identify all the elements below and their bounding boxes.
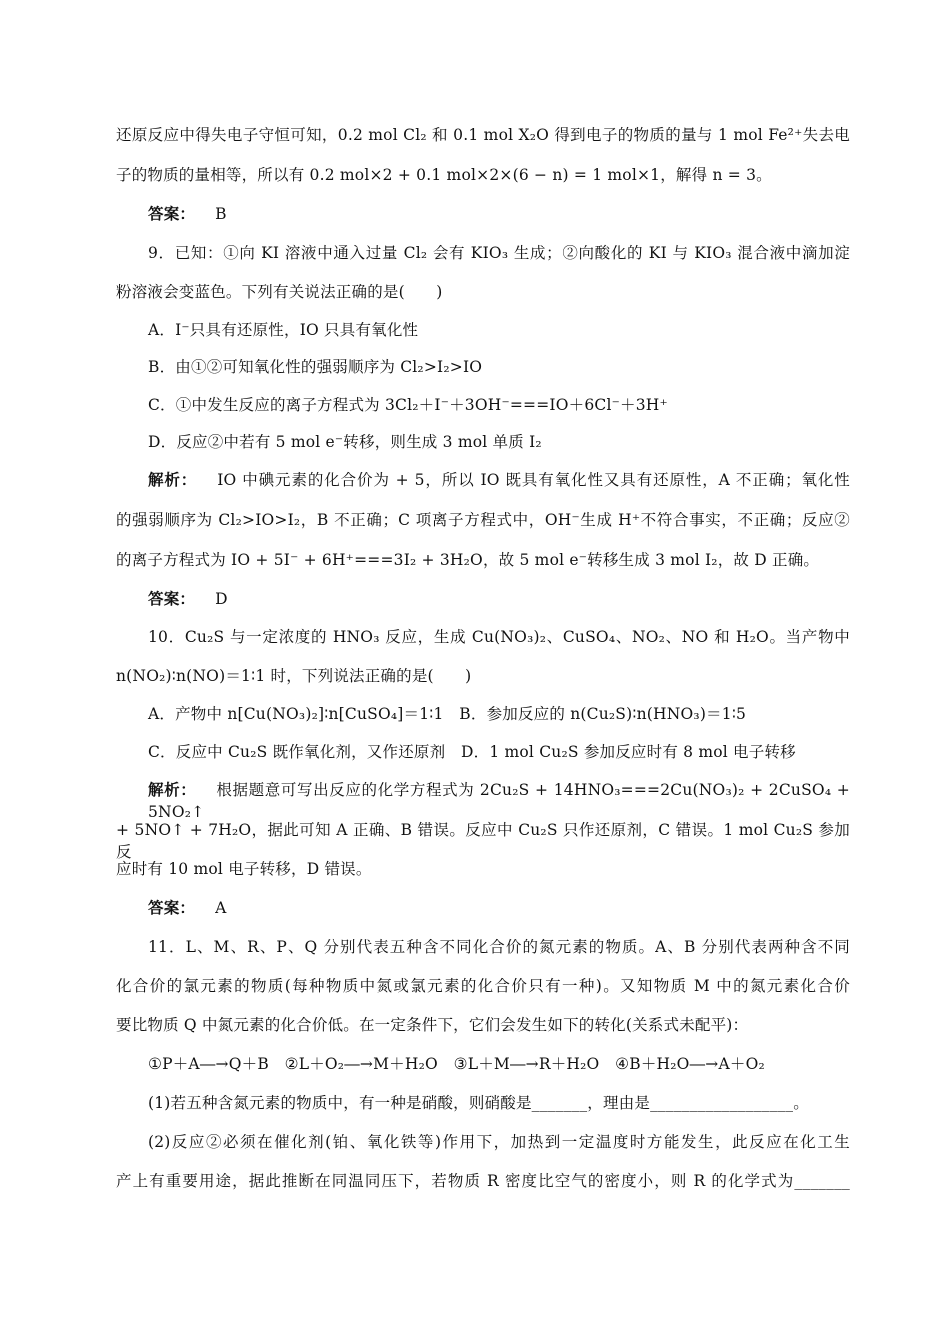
answer-line — [148, 203, 850, 225]
text-line: 粉溶液会变蓝色。下列有关说法正确的是( ) — [116, 283, 443, 301]
answer-value: A — [215, 899, 227, 917]
text-line: 的强弱顺序为 Cl₂>IO>I₂，B 不正确；C 项离子方程式中，OH⁻生成 H⁺不符合事实，不正确；反应② — [116, 511, 850, 529]
text-line: 应时有 10 mol 电子转移，D 错误。 — [116, 860, 372, 878]
option-c: C．①中发生反应的离子方程式为 3Cl₂＋I⁻＋3OH⁻===IO＋6Cl⁻＋3H⁺ — [148, 396, 668, 414]
text-line: 还原反应中得失电子守恒可知，0.2 mol Cl₂ 和 0.1 mol X₂O 得到电子的物质的量与 1 mol Fe²⁺失去电 — [116, 126, 850, 144]
text-line: 要比物质 Q 中氮元素的化合价低。在一定条件下，它们会发生如下的转化(关系式未配平)： — [116, 1016, 749, 1034]
text-line: + 5NO↑ + 7H₂O，据此可知 A 正确、B 错误。反应中 Cu₂S 只作还原剂，C 错误。1 mol Cu₂S 参加反 — [116, 821, 850, 861]
answer-label: 答案： — [148, 898, 196, 917]
text-line: 的离子方程式为 IO + 5I⁻ + 6H⁺===3I₂ + 3H₂O，故 5 mol e⁻转移生成 3 mol I₂，故 D 正确。 — [116, 551, 820, 569]
answer-label: 答案： — [148, 204, 196, 223]
answer-line — [148, 588, 850, 610]
option-d: D．反应②中若有 5 mol e⁻转移，则生成 3 mol 单质 I₂ — [148, 433, 542, 451]
analysis-text: 根据题意可写出反应的化学方程式为 2Cu₂S + 14HNO₃===2Cu(NO₃)₂ + 2CuSO₄ + 5NO₂↑ — [148, 781, 850, 821]
option-b: B．由①②可知氧化性的强弱顺序为 Cl₂>I₂>IO — [148, 358, 483, 376]
answer-line — [148, 897, 850, 919]
sub-question-1: (1)若五种含氮元素的物质中，有一种是硝酸，则硝酸是_______，理由是__________________。 — [148, 1094, 809, 1112]
reaction-equations: ①P＋A―→Q＋B ②L＋O₂―→M＋H₂O ③L＋M―→R＋H₂O ④B＋H₂O―→A＋O₂ — [148, 1055, 765, 1073]
option-a: A．I⁻只具有还原性，IO 只具有氧化性 — [148, 321, 419, 339]
options-ab: A．产物中 n[Cu(NO₃)₂]∶n[CuSO₄]＝1∶1 B．参加反应的 n(Cu₂S)∶n(HNO₃)＝1∶5 — [148, 705, 747, 723]
question-9-stem: 9．已知：①向 KI 溶液中通入过量 Cl₂ 会有 KIO₃ 生成；②向酸化的 KI 与 KIO₃ 混合液中滴加淀 — [148, 244, 850, 262]
analysis-line — [148, 779, 850, 823]
text-line: 化合价的氯元素的物质(每种物质中氮或氯元素的化合价只有一种)。又知物质 M 中的氮元素化合价 — [116, 977, 850, 995]
answer-value: B — [215, 205, 227, 223]
sub-question-2: (2)反应②必须在催化剂(铂、氧化铁等)作用下，加热到一定温度时方能发生，此反应在化工生 — [148, 1133, 850, 1151]
question-11-stem: 11．L、M、R、P、Q 分别代表五种含不同化合价的氮元素的物质。A、B 分别代表两种含不同 — [148, 938, 850, 956]
text-line: 子的物质的量相等，所以有 0.2 mol×2 + 0.1 mol×2×(6 − n) = 1 mol×1，解得 n = 3。 — [116, 166, 772, 184]
analysis-label: 解析： — [148, 780, 197, 799]
answer-label: 答案： — [148, 589, 196, 608]
text-line: n(NO₂)∶n(NO)＝1∶1 时，下列说法正确的是( ) — [116, 667, 472, 685]
question-10-stem: 10．Cu₂S 与一定浓度的 HNO₃ 反应，生成 Cu(NO₃)₂、CuSO₄、NO₂、NO 和 H₂O。当产物中 — [148, 628, 850, 646]
options-cd: C．反应中 Cu₂S 既作氧化剂，又作还原剂 D．1 mol Cu₂S 参加反应时有 8 mol 电子转移 — [148, 743, 796, 761]
answer-value: D — [215, 590, 228, 608]
analysis-line — [148, 469, 850, 491]
analysis-label: 解析： — [148, 470, 198, 489]
text-line: 产上有重要用途，据此推断在同温同压下，若物质 R 密度比空气的密度小，则 R 的化学式为_______ — [116, 1172, 850, 1190]
analysis-text: IO 中碘元素的化合价为 + 5，所以 IO 既具有氧化性又具有还原性，A 不正确；氧化性 — [217, 471, 850, 489]
